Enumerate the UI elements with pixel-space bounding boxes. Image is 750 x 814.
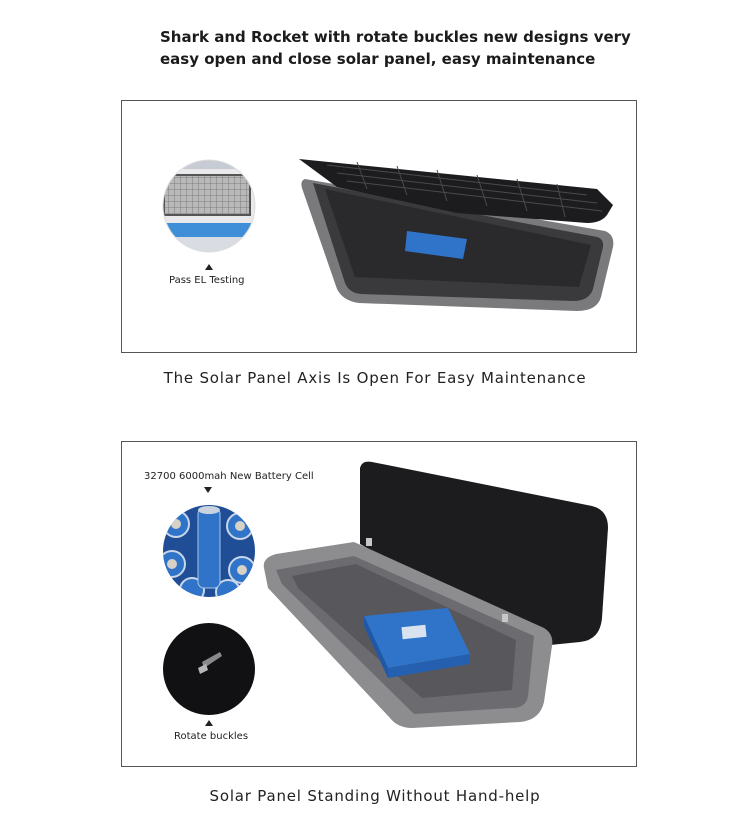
solar-lamp-open-illustration <box>297 151 627 316</box>
pointer-up-icon <box>205 264 213 270</box>
headline-line-1: Shark and Rocket with rotate buckles new designs very <box>160 28 631 46</box>
section-2-caption: Solar Panel Standing Without Hand-help <box>209 787 541 805</box>
headline <box>160 26 640 70</box>
pointer-up-icon-2 <box>205 720 213 726</box>
section-1-caption: The Solar Panel Axis Is Open For Easy Maintenance <box>163 369 587 387</box>
solar-lamp-standing-illustration <box>262 458 622 743</box>
rotate-buckle-inset <box>162 622 256 716</box>
rotate-buckle-label: Rotate buckles <box>174 731 249 742</box>
battery-cell-label: 32700 6000mah New Battery Cell <box>144 471 314 482</box>
product-image-frame-2 <box>121 441 637 767</box>
pointer-down-icon <box>204 487 212 493</box>
product-image-frame-1 <box>121 100 637 353</box>
el-testing-label: Pass EL Testing <box>169 275 245 286</box>
el-testing-inset <box>162 159 256 253</box>
headline-line-2: easy open and close solar panel, easy maintenance <box>160 50 596 68</box>
battery-cell-inset <box>162 504 256 598</box>
